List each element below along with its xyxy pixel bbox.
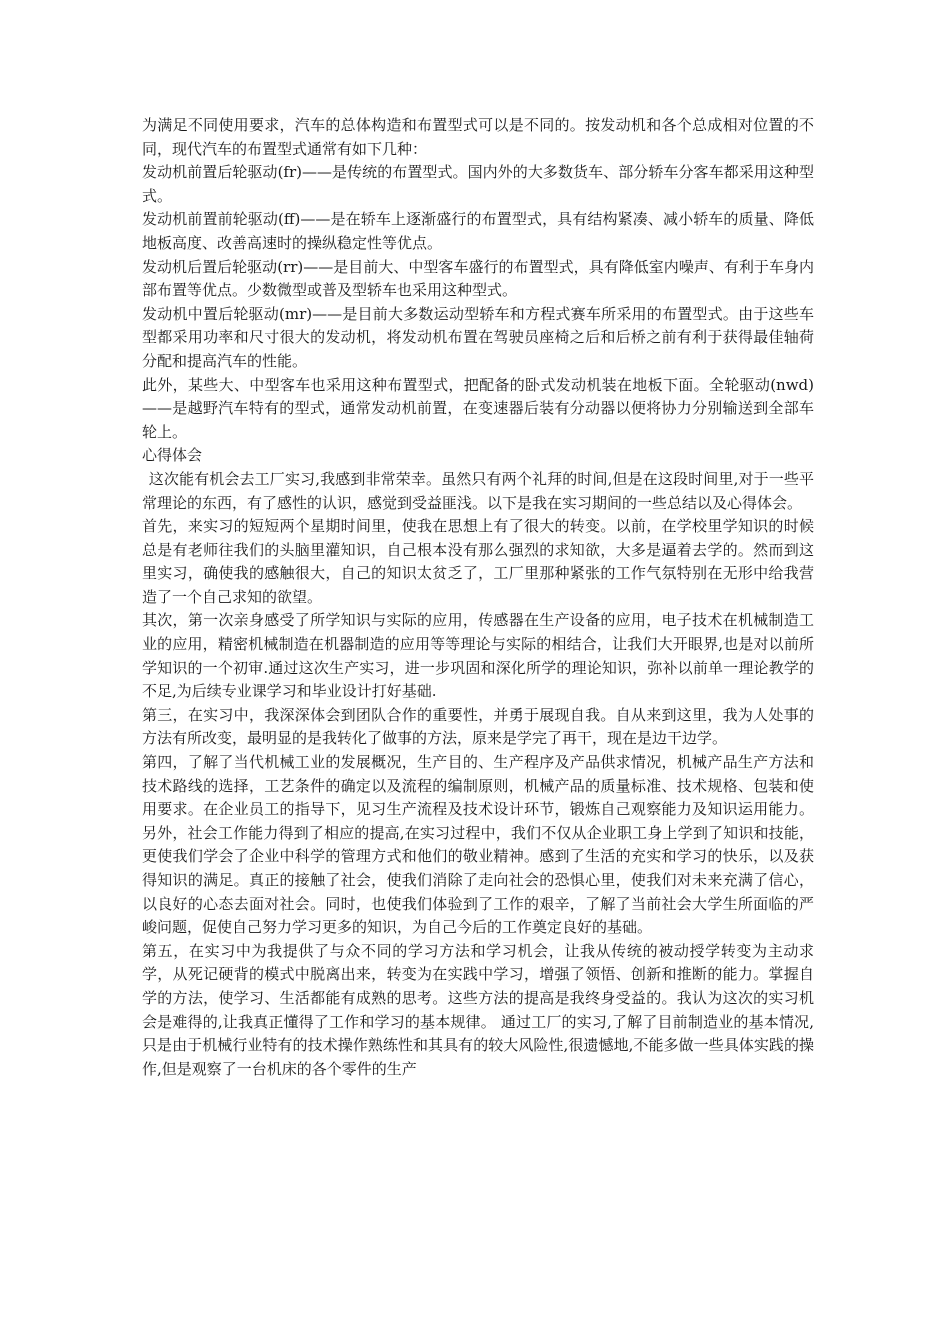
document-body	[142, 114, 814, 1081]
paragraph-nwd: 此外，某些大、中型客车也采用这种布置型式，把配备的卧式发动机装在地板下面。全轮驱动(nwd)——是越野汽车特有的型式，通常发动机前置，在变速器后装有分动器以便将协力分别输送到全部车轮上。	[142, 375, 814, 441]
paragraph-rr: 发动机后置后轮驱动(rr)——是目前大、中型客车盛行的布置型式，具有降低室内噪声、有利于车身内部布置等优点。少数微型或普及型轿车也采用这种型式。	[142, 257, 814, 300]
paragraph-second: 其次，第一次亲身感受了所学知识与实际的应用，传感器在生产设备的应用，电子技术在机械制造工业的应用，精密机械制造在机器制造的应用等等理论与实际的相结合，让我们大开眼界,也是对以前所学知识的一个初审.通过这次生产实习，进一步巩固和深化所学的理论知识，弥补以前单一理论教学的不足,为后续专业课学习和毕业设计打好基础.	[142, 611, 814, 701]
paragraph-ff: 发动机前置前轮驱动(ff)——是在轿车上逐渐盛行的布置型式，具有结构紧凑、减小轿车的质量、降低地板高度、改善高速时的操纵稳定性等优点。	[142, 210, 814, 252]
paragraph-intro: 为满足不同使用要求，汽车的总体构造和布置型式可以是不同的。按发动机和各个总成相对位置的不同，现代汽车的布置型式通常有如下几种：	[142, 116, 814, 158]
paragraph-opening: 这次能有机会去工厂实习,我感到非常荣幸。虽然只有两个礼拜的时间,但是在这段时间里,对于一些平常理论的东西，有了感性的认识，感觉到受益匪浅。以下是我在实习期间的一些总结以及心得体会。	[142, 469, 814, 512]
paragraph-third: 第三，在实习中，我深深体会到团队合作的重要性，并勇于展现自我。自从来到这里，我为人处事的方法有所改变，最明显的是我转化了做事的方法，原来是学完了再干，现在是边干边学。	[142, 705, 814, 748]
paragraph-first: 首先，来实习的短短两个星期时间里，使我在思想上有了很大的转变。以前，在学校里学知识的时候总是有老师往我们的头脑里灌知识，自己根本没有那么强烈的求知欲，大多是逼着去学的。然而到这里实习，确使我的感触很大，自己的知识太贫乏了，工厂里那种紧张的工作气氛特别在无形中给我营造了一个自己求知的欲望。	[142, 517, 814, 606]
paragraph-fr: 发动机前置后轮驱动(fr)——是传统的布置型式。国内外的大多数货车、部分轿车分客车都采用这种型式。	[142, 163, 814, 205]
paragraph-fourth: 第四，了解了当代机械工业的发展概况，生产目的、生产程序及产品供求情况，机械产品生产方法和技术路线的选择，工艺条件的确定以及流程的编制原则，机械产品的质量标准、技术规格、包装和使用要求。在企业员工的指导下，见习生产流程及技术设计环节，锻炼自己观察能力及知识运用能力。另外，社会工作能力得到了相应的提高,在实习过程中，我们不仅从企业职工身上学到了知识和技能，更使我们学会了企业中科学的管理方式和他们的敬业精神。感到了生活的充实和学习的快乐，以及获得知识的满足。真正的接触了社会，使我们消除了走向社会的恐惧心里，使我们对未来充满了信心，以良好的心态去面对社会。同时，也使我们体验到了工作的艰辛，了解了当前社会大学生所面临的严峻问题，促使自己努力学习更多的知识，为自己今后的工作奠定良好的基础。	[142, 753, 814, 937]
paragraph-fifth: 第五，在实习中为我提供了与众不同的学习方法和学习机会，让我从传统的被动授学转变为主动求学，从死记硬背的模式中脱离出来，转变为在实践中学习，增强了领悟、创新和推断的能力。掌握自学的方法，使学习、生活都能有成熟的思考。这些方法的提高是我终身受益的。我认为这次的实习机会是难得的,让我真正懂得了工作和学习的基本规律。 通过工厂的实习,了解了目前制造业的基本情况,只是由于机械行业特有的技术操作熟练性和其具有的较大风险性,很遗憾地,不能多做一些具体实践的操作,但是观察了一台机床的各个零件的生产	[142, 941, 814, 1078]
section-heading: 心得体会	[142, 446, 203, 465]
paragraph-mr: 发动机中置后轮驱动(mr)——是目前大多数运动型轿车和方程式赛车所采用的布置型式。由于这些车型都采用功率和尺寸很大的发动机，将发动机布置在驾驶员座椅之后和后桥之前有利于获得最佳轴荷分配和提高汽车的性能。	[142, 304, 814, 370]
